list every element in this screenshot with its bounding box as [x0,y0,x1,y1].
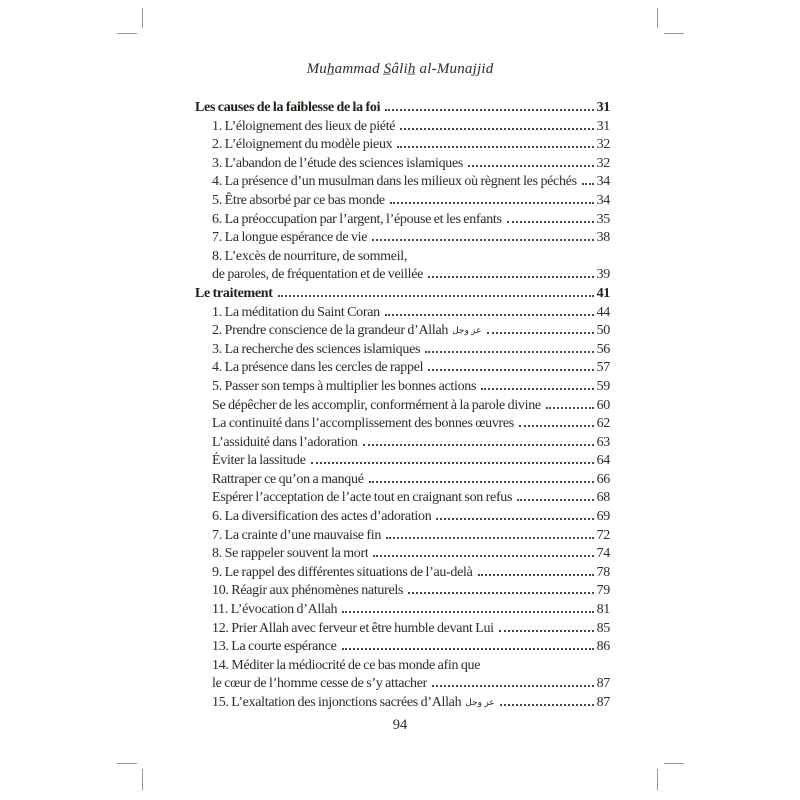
dot-leader [311,462,594,464]
toc-page-number: 63 [596,434,610,450]
toc-entry [195,248,610,267]
toc-page-number: 87 [596,695,610,710]
dot-leader [428,369,593,371]
toc-entry [195,341,610,360]
dot-leader [363,444,594,446]
toc-entry-label: Éviter la lassitude [212,453,306,469]
toc-entry-label: 13. La courte espérance [212,639,337,655]
toc-page-number: 41 [596,285,610,301]
toc-entry [195,266,610,285]
toc-entry [195,564,610,583]
toc-entry-label: 14. Méditer la médiocrité de ce bas monde afin que [212,657,481,673]
toc-list [195,99,610,713]
toc-entry [195,657,610,676]
dot-leader [408,592,593,594]
toc-entry-label: de paroles, de fréquentation et de veillée [212,267,424,283]
dot-leader [369,481,594,483]
toc-entry [195,434,610,453]
toc-entry [195,173,610,192]
toc-entry [195,694,610,713]
toc-entry [195,397,610,416]
toc-entry-label: 15. L’exaltation des injonctions sacrées d’Allah [212,695,462,710]
dot-leader [385,314,594,316]
dot-leader [386,537,594,539]
dot-leader [372,239,593,241]
toc-section-entry [195,99,610,118]
toc-page-number: 50 [596,323,610,339]
dot-leader [546,407,594,409]
toc-page-number: 74 [596,546,610,562]
toc-section-entry [195,285,610,304]
toc-page-number: 86 [596,639,610,655]
toc-entry-label: 7. La longue espérance de vie [212,230,368,246]
toc-entry [195,359,610,378]
toc-entry-label: 8. Se rappeler souvent la mort [212,546,369,562]
crop-mark-top-right-vertical [657,8,658,28]
toc-page-number: 31 [596,118,610,134]
toc-entry [195,601,610,620]
toc-entry [195,136,610,155]
dot-leader [425,351,593,353]
toc-page-number: 59 [596,378,610,394]
dot-leader [428,276,594,278]
toc-entry-label: 4. La présence dans les cercles de rappel [212,360,424,376]
toc-entry [195,489,610,508]
toc-page-number: 72 [596,527,610,543]
dot-leader [385,109,593,111]
toc-entry-label: Se dépêcher de les accomplir, conformément à la parole divine [212,397,541,413]
toc-page-number: 69 [596,509,610,525]
crop-mark-bottom-left-vertical [142,769,143,790]
toc-entry-label: Rattraper ce qu’on a manqué [212,471,364,487]
toc-entry-label: 5. Être absorbé par ce bas monde [212,192,385,208]
dot-leader [342,611,593,613]
toc-entry [195,378,610,397]
dot-leader [278,295,594,297]
toc-entry [195,452,610,471]
toc-entry-label: le cœur de l’homme cesse de s’y attacher [212,676,428,692]
toc-entry-label: 8. L’excès de nourriture, de sommeil, [212,248,408,264]
toc-entry [195,304,610,323]
dot-leader [519,425,594,427]
toc-page-number: 44 [596,304,610,320]
toc-entry-label: 1. La méditation du Saint Coran [212,304,380,320]
dot-leader [432,685,594,687]
dot-leader [468,165,594,167]
toc-entry-label: 3. La recherche des sciences islamiques [212,341,421,357]
dot-leader [390,202,594,204]
toc-entry-label: 5. Passer son temps à multiplier les bonnes actions [212,378,477,394]
crop-mark-top-right-horizontal [664,33,684,34]
toc-page-number: 56 [596,341,610,357]
dot-leader [499,630,594,632]
toc-entry [195,527,610,546]
toc-entry [195,229,610,248]
toc-page-number: 87 [596,676,610,692]
toc-entry [195,118,610,137]
toc-page-number: 39 [596,267,610,283]
dot-leader [342,648,594,650]
toc-entry-label: 3. L’abandon de l’étude des sciences islamiques [212,155,464,171]
dot-leader [481,388,593,390]
dot-leader [400,128,593,130]
toc-page-number: 64 [596,453,610,469]
toc-page-number: 35 [596,211,610,227]
toc-entry [195,415,610,434]
toc-entry [195,322,610,341]
toc-entry-label: Espérer l’acceptation de l’acte tout en craignant son refus [212,490,513,506]
toc-entry-label: Les causes de la faiblesse de la foi [195,100,381,115]
toc-page-number: 78 [596,564,610,580]
toc-entry-label: 9. Le rappel des différentes situations de l’au-delà [212,564,473,580]
toc-page-number: 57 [596,360,610,376]
toc-page-number: 68 [596,490,610,506]
crop-mark-bottom-right-vertical [657,769,658,790]
allah-honorific-icon: عز وجل [465,698,495,708]
dot-leader [487,332,594,334]
toc-entry [195,471,610,490]
toc-entry-label: 1. L’éloignement des lieux de piété [212,118,396,134]
toc-entry [195,192,610,211]
toc-page-number: 32 [596,155,610,171]
allah-honorific-icon: عز وجل [452,326,482,337]
dot-leader [517,499,593,501]
toc-page-number: 60 [596,397,610,413]
crop-mark-bottom-right-horizontal [664,763,684,764]
toc-entry [195,620,610,639]
dot-leader [507,221,594,223]
dot-leader [582,183,594,185]
crop-mark-top-left-horizontal [117,33,137,34]
toc-entry-label: La continuité dans l’accomplissement des bonnes œuvres [212,416,514,432]
toc-page-number: 38 [596,230,610,246]
toc-entry [195,155,610,174]
toc-entry [195,675,610,694]
dot-leader [436,518,593,520]
dot-leader [478,574,594,576]
folio-page-number: 94 [392,717,408,733]
toc-entry-label: 10. Réagir aux phénomènes naturels [212,583,404,599]
toc-entry-label: 2. L’éloignement du modèle pieux [212,137,393,153]
toc-entry [195,582,610,601]
dot-leader [373,555,593,557]
toc-entry-label: Le traitement [195,285,273,301]
toc-entry [195,211,610,230]
toc-entry-label: 11. L’évocation d’Allah [212,602,338,618]
crop-mark-top-left-vertical [142,8,143,28]
toc-page-number: 34 [596,192,610,208]
toc-page-number: 34 [596,174,610,190]
toc-page-number: 81 [596,602,610,618]
toc-entry-label: 7. La crainte d’une mauvaise fin [212,527,382,543]
toc-entry-label: 6. La préoccupation par l’argent, l’épouse et les enfants [212,211,502,227]
toc-entry [195,638,610,657]
toc-entry [195,508,610,527]
toc-entry-label: L’assiduité dans l’adoration [212,434,358,450]
dot-leader [500,704,594,706]
toc-page-number: 31 [596,100,610,115]
toc-page-number: 32 [596,137,610,153]
dot-leader [397,146,593,148]
crop-mark-bottom-left-horizontal [117,763,137,764]
toc-page-number: 62 [596,416,610,432]
toc-page-number: 79 [596,583,610,599]
toc-page-number: 85 [596,620,610,636]
running-header-author: Muh̲ammad S̲âlih̲ al-Munajjid [306,61,494,77]
toc-entry-label: 2. Prendre conscience de la grandeur d’Allah [212,323,449,339]
toc-entry-label: 12. Prier Allah avec ferveur et être humble devant Lui [212,620,494,636]
toc-entry-label: 6. La diversification des actes d’adoration [212,509,432,525]
toc-page-number: 66 [596,471,610,487]
toc-entry [195,545,610,564]
toc-entry-label: 4. La présence d’un musulman dans les milieux où règnent les péchés [212,174,577,190]
